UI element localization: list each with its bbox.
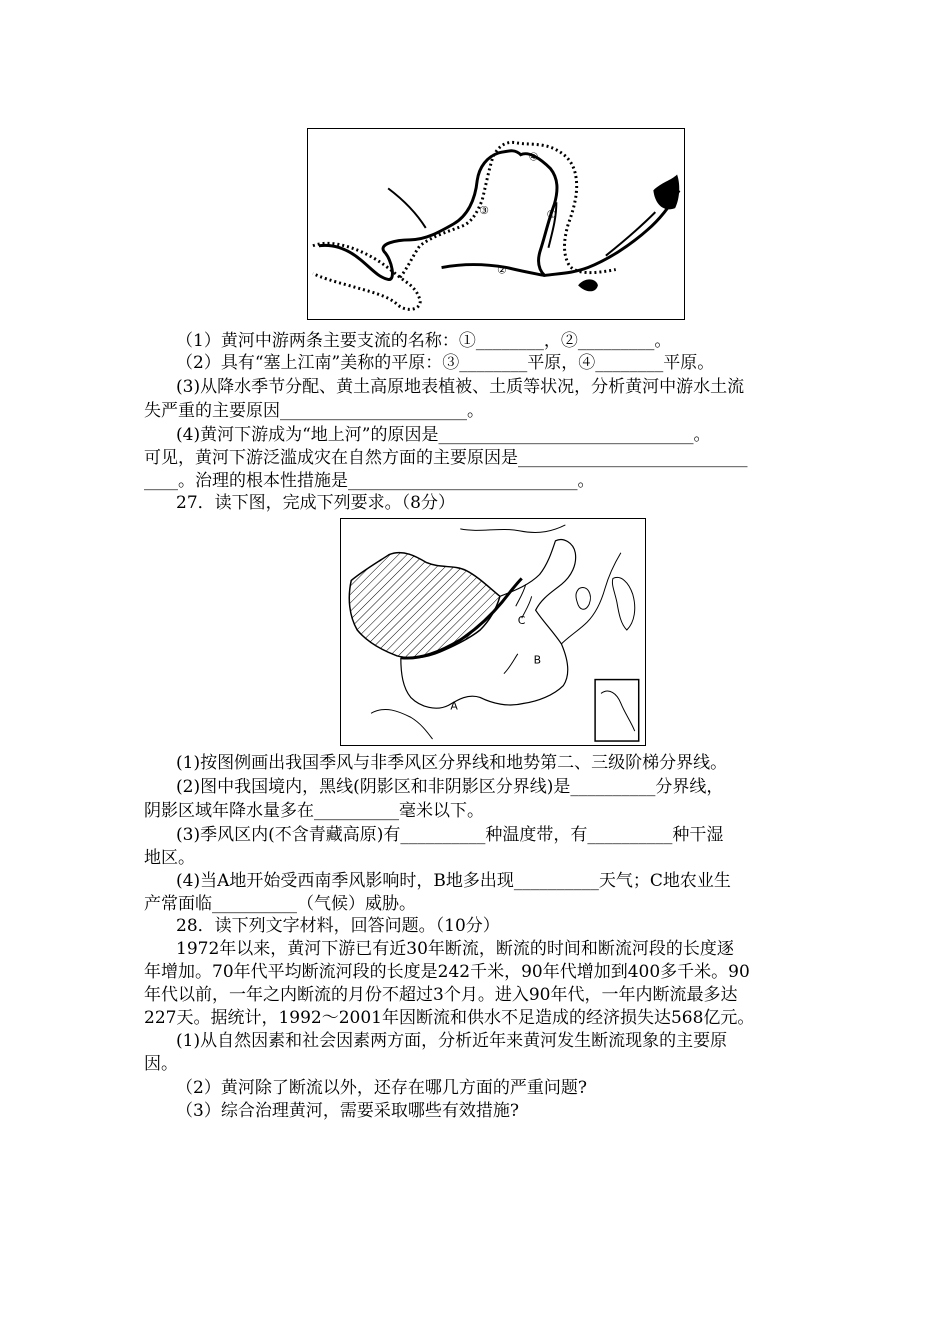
q27-line6: (4)当A地开始受西南季风影响时，B地多出现__________天气；C地农业生 <box>176 871 731 891</box>
q27-line7: 产常面临__________（气候）威胁。 <box>144 894 416 914</box>
japan-outline <box>612 577 634 630</box>
q26-line5: (4)黄河下游成为“地上河”的原因是______________________________。 <box>176 425 711 445</box>
q28-q1b: 因。 <box>144 1054 178 1074</box>
shaded-region <box>349 553 500 658</box>
main-river <box>319 151 679 280</box>
label-1: ① <box>546 208 557 222</box>
q28-q3: （3）综合治理黄河，需要采取哪些有效措施? <box>176 1101 519 1121</box>
q26-line7: ____。治理的根本性措施是___________________________。 <box>144 471 595 491</box>
q28-q1a: (1)从自然因素和社会因素两方面，分析近年来黄河发生断流现象的主要原 <box>176 1031 728 1051</box>
q26-line3: (3)从降水季节分配、黄土高原地表植被、土质等状况，分析黄河中游水土流 <box>176 377 745 397</box>
yellow-river-map-svg <box>308 129 684 319</box>
q26-line1: （1）黄河中游两条主要支流的名称：①________，②_________。 <box>176 331 672 351</box>
q27-line3: 阴影区域年降水量多在__________毫米以下。 <box>144 801 484 821</box>
q28-para2: 年增加。70年代平均断流河段的长度是242千米，90年代增加到400多千米。90 <box>144 962 750 982</box>
korea-outline <box>576 587 590 609</box>
q28-para3: 年代以前，一年之内断流的月份不超过3个月。进入90年代，一年内断流最多达 <box>144 985 738 1005</box>
q26-line4: 失严重的主要原因______________________。 <box>144 401 484 421</box>
q27-line2: (2)图中我国境内，黑线(阴影区和非阴影区分界线)是__________分界线， <box>176 777 724 797</box>
q27-line5: 地区。 <box>144 848 195 868</box>
tributary-west <box>388 188 426 228</box>
mountain-3 <box>504 654 518 674</box>
china-map-svg <box>341 519 645 745</box>
q26-line2: （2）具有“塞上江南”美称的平原：③________平原，④________平原。 <box>176 353 715 373</box>
lake <box>578 279 598 291</box>
label-B: B <box>533 653 542 667</box>
label-2: ② <box>496 263 507 277</box>
basin-boundary <box>313 142 616 309</box>
southeast-asia <box>371 709 432 739</box>
q27-line4: (3)季风区内(不含青藏高原)有__________种温度带，有__________种干湿 <box>176 825 724 845</box>
label-A: A <box>450 699 458 713</box>
label-4: ④ <box>528 150 539 164</box>
inset-coast <box>601 691 635 731</box>
q28-para1: 1972年以来，黄河下游已有近30年断流，断流的时间和断流河段的长度逐 <box>176 939 734 959</box>
river-bend <box>442 265 545 276</box>
china-map <box>340 518 646 746</box>
inset-box <box>595 680 639 741</box>
label-C: C <box>517 614 526 628</box>
q27-line1: (1)按图例画出我国季风与非季风区分界线和地势第二、三级阶梯分界线。 <box>176 753 728 773</box>
estuary <box>653 175 679 210</box>
q26-line6: 可见，黄河下游泛滥成灾在自然方面的主要原因是___________________________ <box>144 448 748 468</box>
tributary-right <box>606 212 655 256</box>
coast-line <box>561 553 620 644</box>
q28-q2: （2）黄河除了断流以外，还存在哪几方面的严重问题? <box>176 1078 587 1098</box>
q28-para4: 227天。据统计，1992～2001年因断流和供水不足造成的经济损失达568亿元。 <box>144 1008 755 1028</box>
north-coast <box>460 525 565 533</box>
label-3: ③ <box>479 204 489 218</box>
q27-title: 27．读下图，完成下列要求。（8分） <box>176 493 455 513</box>
yellow-river-map <box>307 128 685 320</box>
q28-title: 28．读下列文字材料，回答问题。（10分） <box>176 916 500 936</box>
